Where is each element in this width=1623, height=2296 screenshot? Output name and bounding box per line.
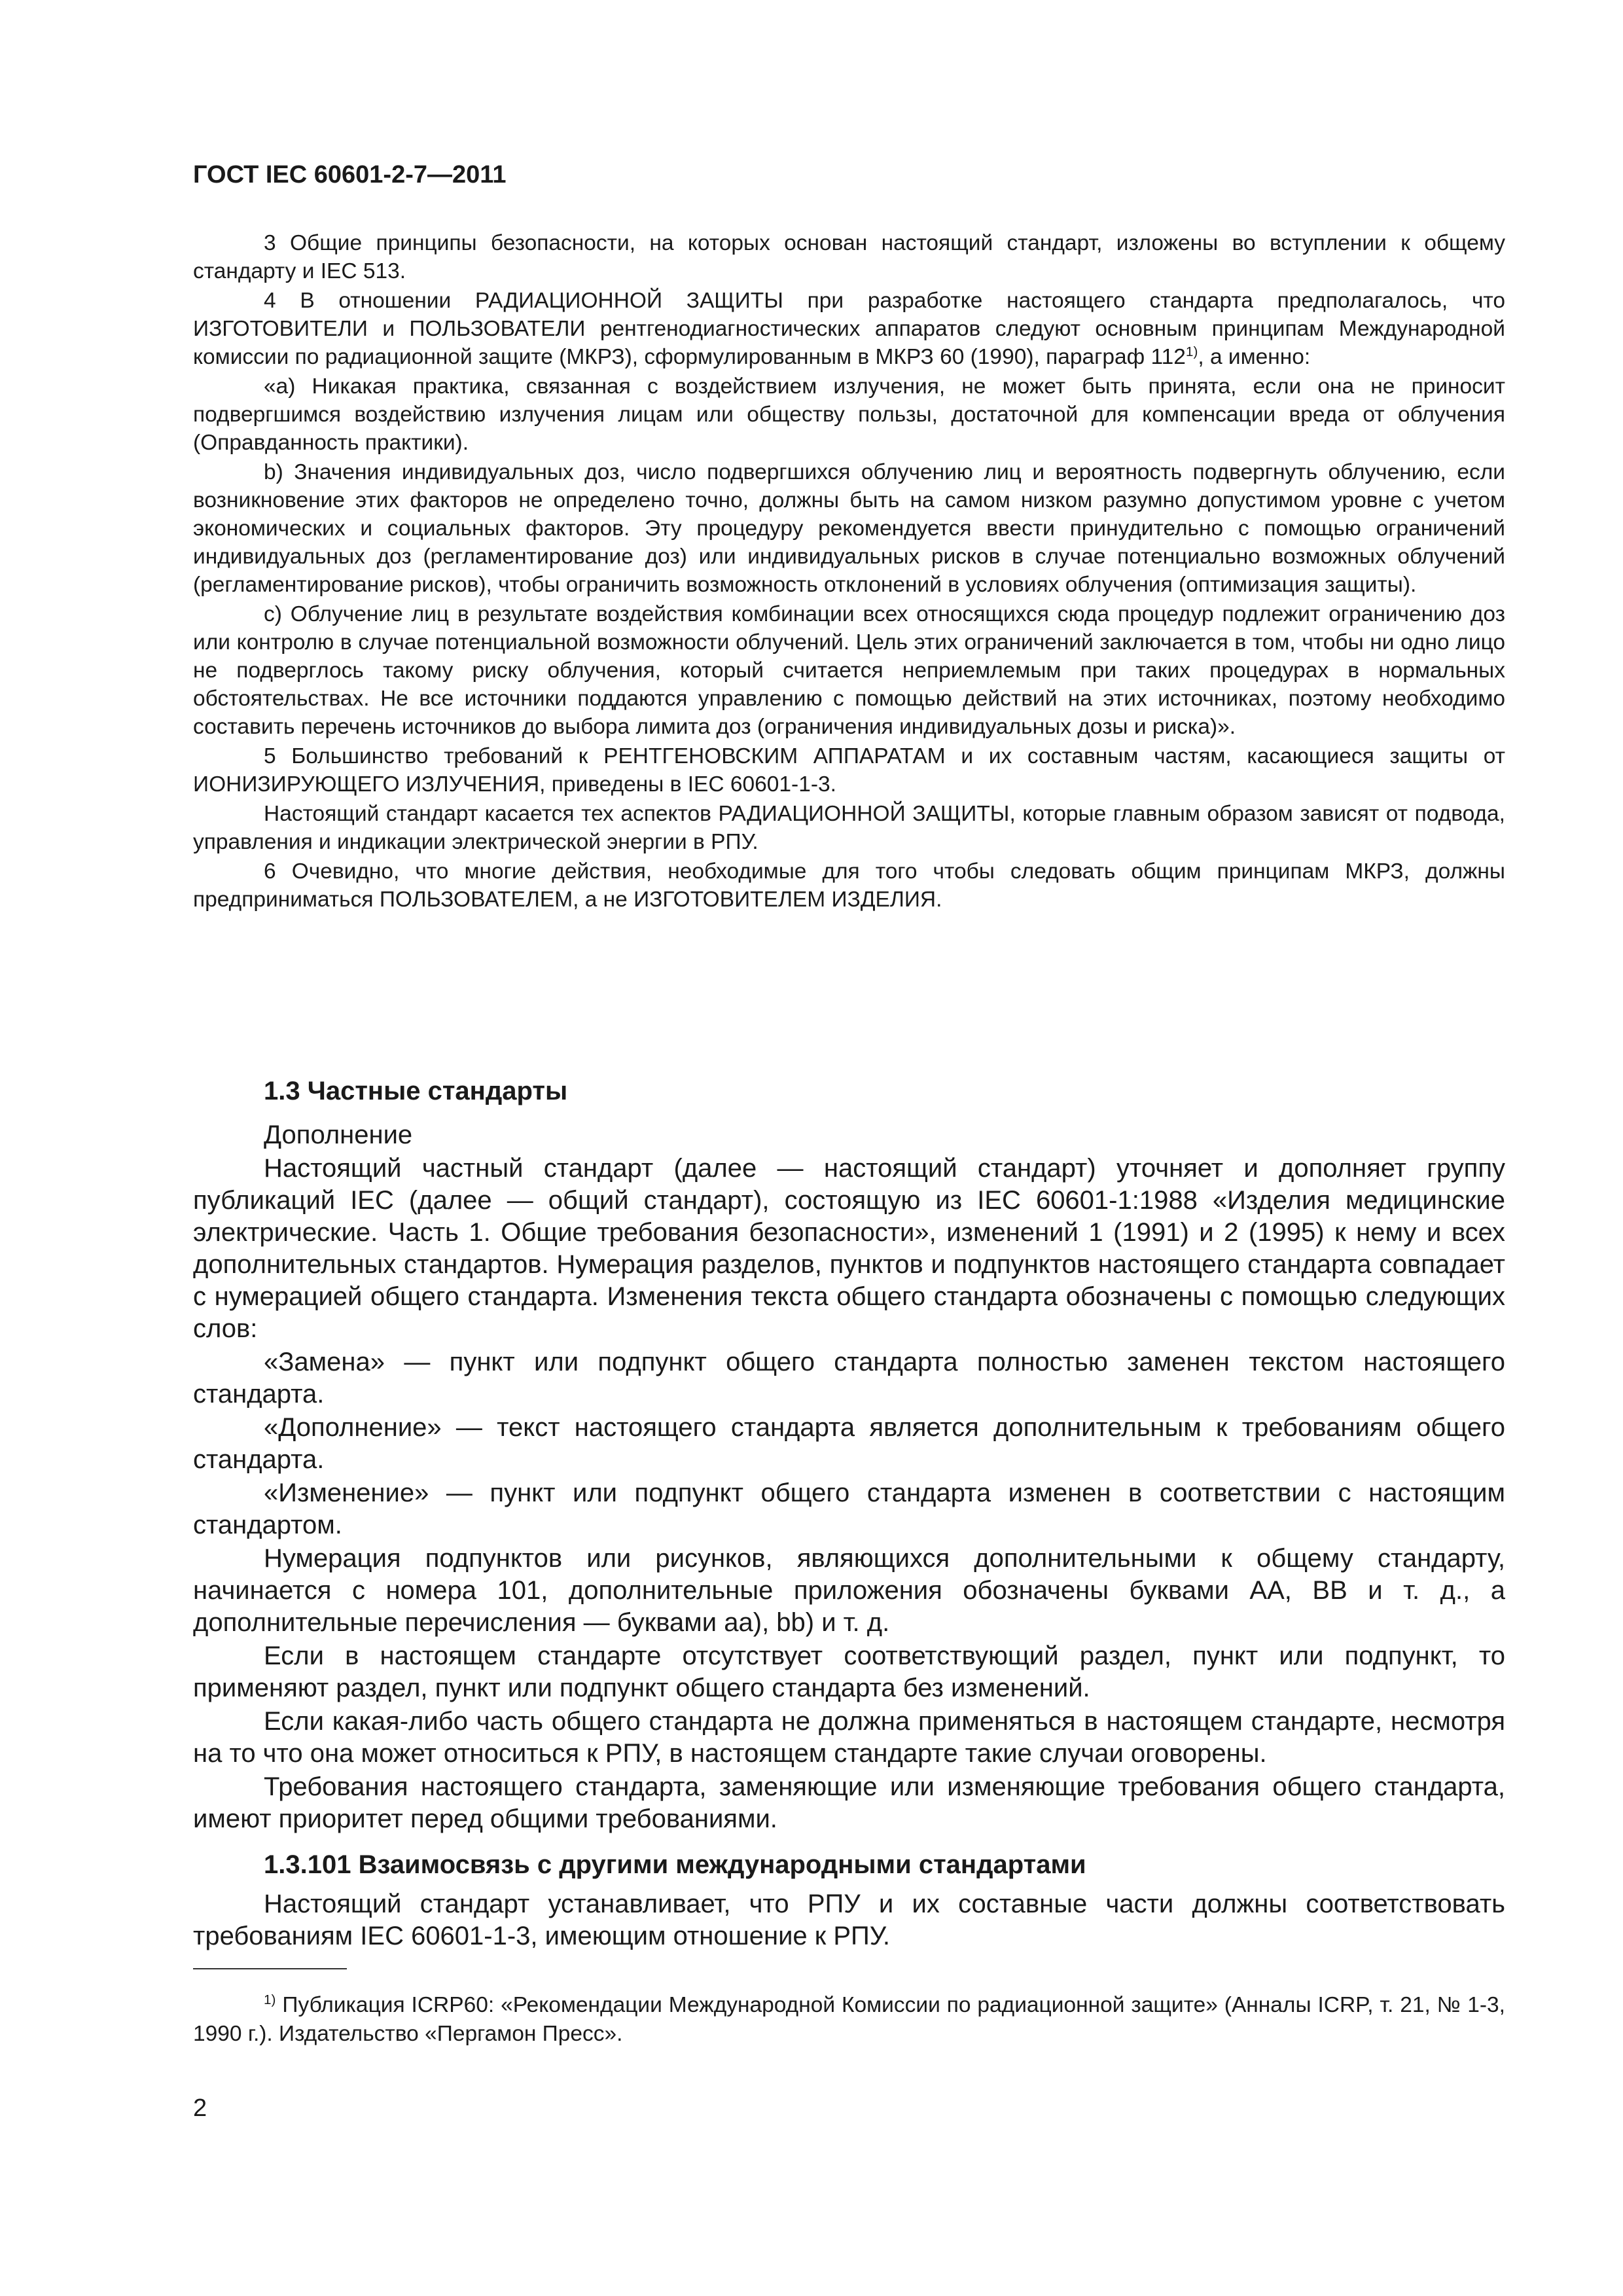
footnote-text: Публикация ICRP60: «Рекомендации Международной Комиссии по радиационной защите» (Анналы ICRP, т. 21, № 1-3, 1990 г.). Издательство «Пергамон Пресс». bbox=[193, 1993, 1505, 2046]
section-1-3-paragraph: Настоящий частный стандарт (далее — настоящий стандарт) уточняет и дополняет группу публикаций IEC (далее — общий стандарт), состоящую из IEC 60601-1:1988 «Изделия медицинские электрические. Часть 1. Общие требования безопасности», изменений 1 (1991) и 2 (1995) к нему и всех дополнительных стандартов. Нумерация разделов, пунктов и подпунктов настоящего стандарта совпадает с нумерацией общего стандарта. Изменения текста общего стандарта обозначены с помощью следующих слов: bbox=[193, 1154, 1505, 1343]
amendment-definition: «Изменение» — пункт или подпункт общего стандарта изменен в соответствии с настоящим стандартом. bbox=[193, 1479, 1505, 1539]
section-1-3-body bbox=[193, 1119, 1505, 1837]
footnote bbox=[193, 1991, 1505, 2049]
section-1-3-101-body bbox=[193, 1888, 1505, 1954]
note-6: 6 Очевидно, что многие действия, необходимые для того чтобы следовать общим принципам МКРЗ, должны предприниматься ПОЛЬЗОВАТЕЛЕМ, а не ИЗГОТОВИТЕЛЕМ ИЗДЕЛИЯ. bbox=[193, 859, 1505, 912]
addition-definition: «Дополнение» — текст настоящего стандарта является дополнительным к требованиям общего стандарта. bbox=[193, 1413, 1505, 1474]
note-3: 3 Общие принципы безопасности, на которых основан настоящий стандарт, изложены во вступлении к общему стандарту и IEC 513. bbox=[193, 231, 1505, 283]
replacement-definition: «Замена» — пункт или подпункт общего стандарта полностью заменен текстом настоящего стандарта. bbox=[193, 1348, 1505, 1408]
principle-c: с) Облучение лиц в результате воздействия комбинации всех относящихся сюда процедур подлежит ограничению доз или контролю в случае потенциальной возможности облучений. Цель этих ограничений заключается в том, чтобы ни одно лицо не подверглось такому риску облучения, который считается неприемлемым при таких процедурах в нормальных обстоятельствах. Не все источники поддаются управлению с помощью действий на этих источниках, поэтому необходимо составить перечень источников до выбора лимита доз (ограничения индивидуальных дозы и риска)». bbox=[193, 602, 1505, 739]
section-1-3-101-heading: 1.3.101 Взаимосвязь с другими международными стандартами bbox=[264, 1850, 1086, 1879]
note-5: 5 Большинство требований к РЕНТГЕНОВСКИМ АППАРАТАМ и их составным частям, касающиеся защиты от ИОНИЗИРУЮЩЕГО ИЗЛУЧЕНИЯ, приведены в IEC 60601-1-3. bbox=[193, 744, 1505, 797]
footnote-ref: 1) bbox=[1185, 344, 1198, 359]
intro-notes bbox=[193, 229, 1505, 915]
addition-label: Дополнение bbox=[264, 1121, 413, 1149]
numbering-paragraph: Нумерация подпунктов или рисунков, являющихся дополнительными к общему стандарту, начинается с номера 101, дополнительные приложения обозначены буквами АА, ВВ и т. д., а дополнительные перечисления — буквами аа), bb) и т. д. bbox=[193, 1544, 1505, 1637]
principle-a: «а) Никакая практика, связанная с воздействием излучения, не может быть принята, если она не приносит подвергшимся воздействию излучения лицам или обществу пользы, достаточной для компенсации вреда от облучения (Оправданность практики). bbox=[193, 374, 1505, 455]
note-4-end: , а именно: bbox=[1198, 345, 1311, 369]
note-4-text: 4 В отношении РАДИАЦИОННОЙ ЗАЩИТЫ при разработке настоящего стандарта предполагалось, что ИЗГОТОВИТЕЛИ и ПОЛЬЗОВАТЕЛИ рентгенодиагностических аппаратов следуют основным принципам Международной комиссии по радиационной защите (МКРЗ), сформулированным в МКРЗ 60 (1990), параграф 112 bbox=[193, 289, 1505, 369]
section-1-3-101-paragraph: Настоящий стандарт устанавливает, что РПУ и их составные части должны соответствовать требованиям IEC 60601-1-3, имеющим отношение к РПУ. bbox=[193, 1890, 1505, 1950]
footnote-marker: 1) bbox=[264, 1992, 276, 2007]
principle-b: b) Значения индивидуальных доз, число подвергшихся облучению лиц и вероятность подвергнуть облучению, если возникновение этих факторов не определено точно, должны быть на самом низком разумно допустимом уровне с учетом экономических и социальных факторов. Эту процедуру рекомендуется ввести принудительно с помощью ограничений индивидуальных доз (регламентирование доз) или индивидуальных рисков в случае потенциально возможных облучений (регламентирование рисков), чтобы ограничить возможность отклонений в условиях облучения (оптимизация защиты). bbox=[193, 460, 1505, 597]
note-4 bbox=[193, 287, 1505, 371]
not-applicable-paragraph: Если какая-либо часть общего стандарта не должна применяться в настоящем стандарте, несмотря на то что она может относиться к РПУ, в настоящем стандарте такие случаи оговорены. bbox=[193, 1707, 1505, 1768]
footnote-separator bbox=[193, 1968, 347, 1969]
page-header: ГОСТ IEC 60601-2-7—2011 bbox=[193, 161, 507, 188]
page-number: 2 bbox=[193, 2094, 207, 2122]
note-5-continued: Настоящий стандарт касается тех аспектов РАДИАЦИОННОЙ ЗАЩИТЫ, которые главным образом зависят от подвода, управления и индикации электрической энергии в РПУ. bbox=[193, 802, 1505, 854]
section-1-3-heading: 1.3 Частные стандарты bbox=[264, 1077, 568, 1105]
priority-paragraph: Требования настоящего стандарта, заменяющие или изменяющие требования общего стандарта, имеют приоритет перед общими требованиями. bbox=[193, 1772, 1505, 1833]
absent-section-paragraph: Если в настоящем стандарте отсутствует соответствующий раздел, пункт или подпункт, то применяют раздел, пункт или подпункт общего стандарта без изменений. bbox=[193, 1641, 1505, 1702]
